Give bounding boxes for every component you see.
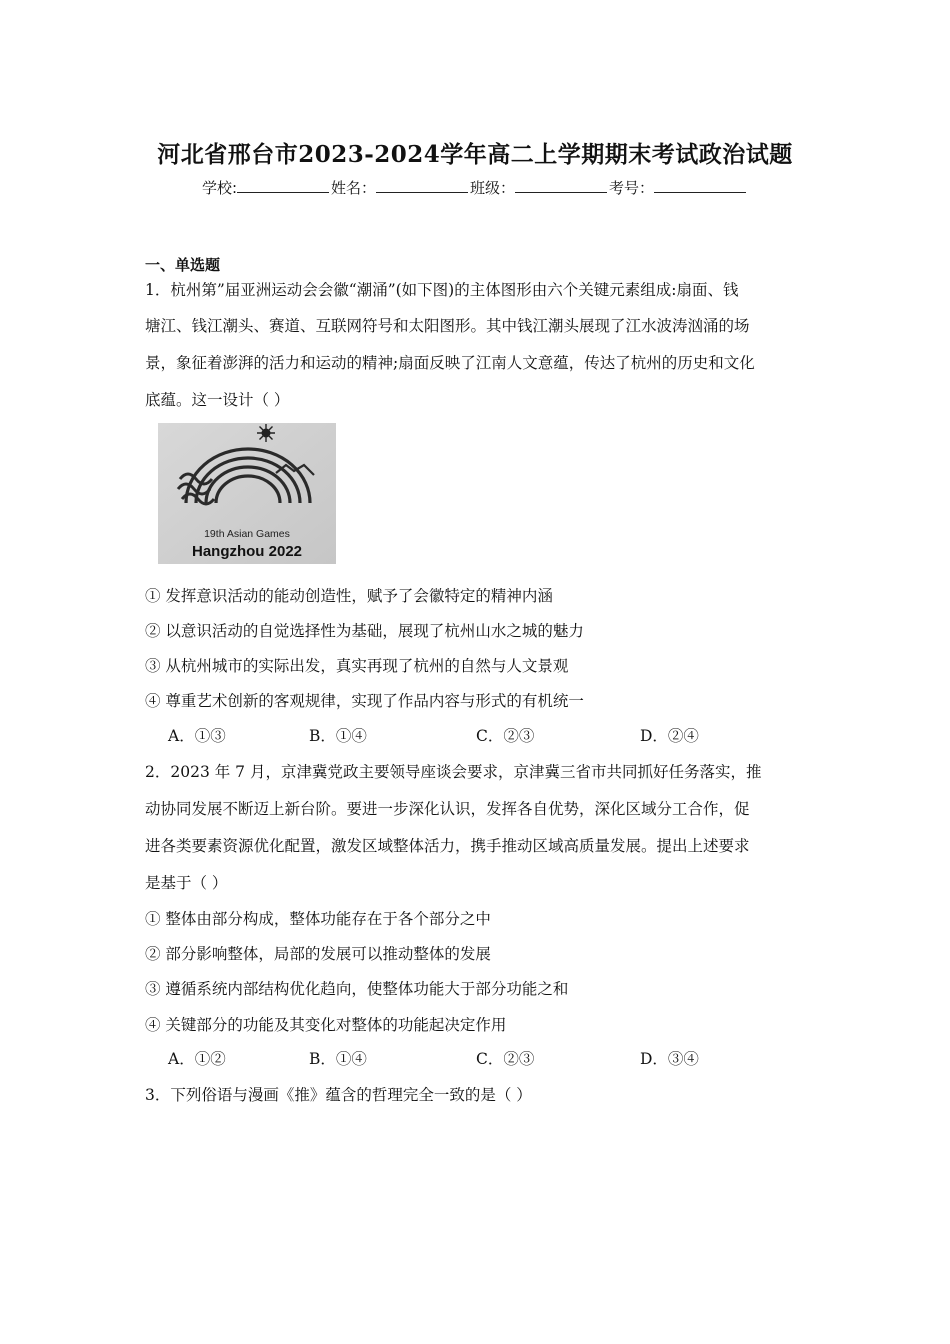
name-label: 姓名： [331, 179, 377, 197]
q1-option-b[interactable]: B．①④ [309, 727, 367, 745]
q1-statement: ② 以意识活动的自觉选择性为基础，展现了杭州山水之城的魅力 [145, 622, 584, 640]
q1-option-c[interactable]: C．②③ [476, 727, 535, 745]
emblem-text-line2: Hangzhou 2022 [191, 543, 303, 560]
q1-statement: ④ 尊重艺术创新的客观规律，实现了作品内容与形式的有机统一 [145, 692, 584, 710]
school-label: 学校: [201, 179, 237, 197]
school-blank[interactable] [237, 178, 329, 193]
q2-statement: ② 部分影响整体，局部的发展可以推动整体的发展 [145, 945, 491, 963]
q2-option-d[interactable]: D．③④ [640, 1050, 699, 1068]
q2-line: 是基于（ ） [145, 874, 228, 892]
q2-option-b[interactable]: B．①④ [309, 1050, 367, 1068]
asian-games-emblem-image [158, 423, 336, 564]
number-blank[interactable] [654, 178, 746, 193]
q2-line: 进各类要素资源优化配置，激发区域整体活力，携手推动区域高质量发展。提出上述要求 [145, 837, 750, 855]
student-info-row [0, 177, 950, 198]
q2-statement: ④ 关键部分的功能及其变化对整体的功能起决定作用 [145, 1016, 507, 1034]
q1-line: 景，象征着澎湃的活力和运动的精神;扇面反映了江南人文意蕴，传达了杭州的历史和文化 [145, 354, 755, 372]
q2-option-c[interactable]: C．②③ [476, 1050, 535, 1068]
q1-statement: ③ 从杭州城市的实际出发，真实再现了杭州的自然与人文景观 [145, 657, 569, 675]
q1-line: 1．杭州第”届亚洲运动会会徽“潮涌”(如下图)的主体图形由六个关键元素组成:扇面、钱 [145, 281, 739, 299]
number-label: 考号： [609, 179, 655, 197]
q2-statement: ③ 遵循系统内部结构优化趋向，使整体功能大于部分功能之和 [145, 980, 569, 998]
name-blank[interactable] [376, 178, 468, 193]
q1-option-d[interactable]: D．②④ [640, 727, 699, 745]
emblem-text-line1: 19th Asian Games [204, 528, 290, 540]
q2-line: 2．2023 年 7 月，京津冀党政主要领导座谈会要求，京津冀三省市共同抓好任务落实，推 [145, 763, 762, 781]
q1-option-a[interactable]: A．①③ [168, 727, 226, 745]
q1-statement: ① 发挥意识活动的能动创造性，赋予了会徽特定的精神内涵 [145, 587, 553, 605]
q2-statement: ① 整体由部分构成，整体功能存在于各个部分之中 [145, 910, 491, 928]
q2-option-a[interactable]: A．①② [168, 1050, 226, 1068]
class-label: 班级： [470, 179, 516, 197]
q2-line: 动协同发展不断迈上新台阶。要进一步深化认识，发挥各自优势，深化区域分工合作，促 [145, 800, 750, 818]
q1-line: 底蕴。这一设计（ ） [145, 391, 290, 409]
page-title: 河北省邢台市2023-2024学年高二上学期期末考试政治试题 [157, 141, 793, 168]
q1-line: 塘江、钱江潮头、赛道、互联网符号和太阳图形。其中钱江潮头展现了江水波涛汹涌的场 [145, 317, 750, 335]
class-blank[interactable] [515, 178, 607, 193]
q3-line: 3．下列俗语与漫画《推》蕴含的哲理完全一致的是（ ） [145, 1086, 532, 1104]
section-heading: 一、单选题 [145, 256, 221, 274]
sun-icon [257, 424, 275, 442]
emblem-svg [158, 423, 336, 564]
